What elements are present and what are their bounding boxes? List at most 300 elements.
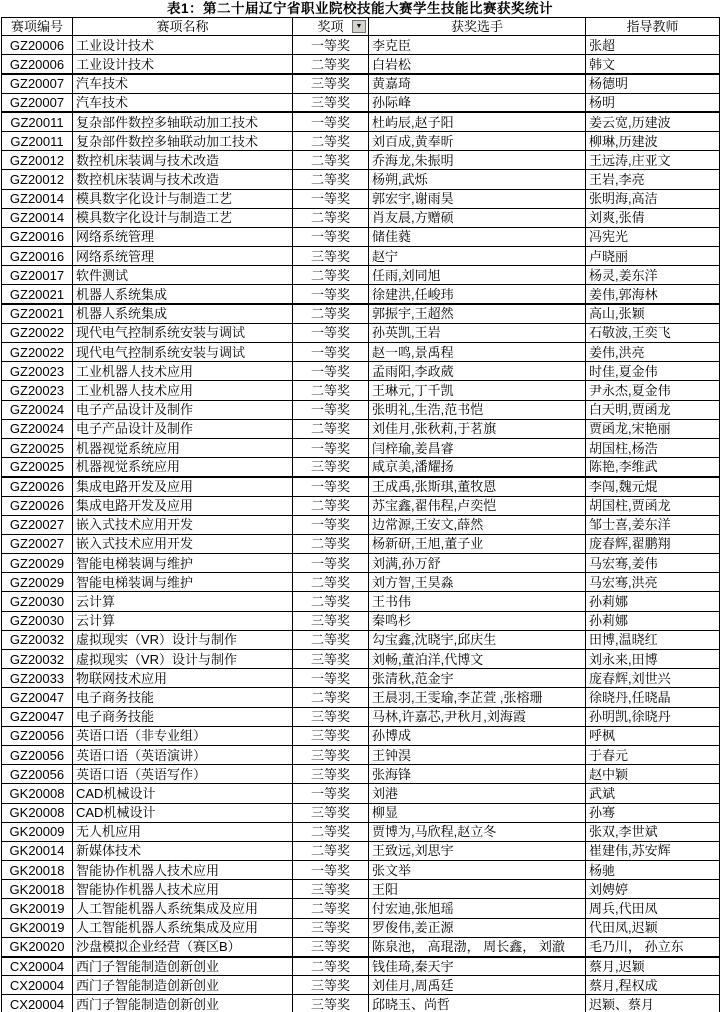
event-code-cell[interactable]: GZ20011 <box>2 131 73 150</box>
award-cell[interactable]: 二等奖 <box>293 304 369 323</box>
winners-cell[interactable]: 王书伟 <box>369 592 586 611</box>
award-cell[interactable]: 二等奖 <box>293 419 369 438</box>
award-cell[interactable]: 一等奖 <box>293 189 369 208</box>
winners-cell[interactable]: 黄嘉琦 <box>369 74 586 93</box>
table-row <box>2 803 720 822</box>
award-cell[interactable]: 三等奖 <box>293 74 369 93</box>
award-cell[interactable]: 一等奖 <box>293 669 369 688</box>
winners-cell[interactable]: 闫梓瑜,姜昌睿 <box>369 438 586 457</box>
teachers-cell[interactable]: 陈艳,李维武 <box>586 458 720 477</box>
col-header-teachers[interactable] <box>586 18 720 36</box>
event-name-cell[interactable]: 英语口语（英语写作） <box>73 765 293 784</box>
table-row <box>2 822 720 841</box>
teachers-cell[interactable]: 刘爽,张倩 <box>586 208 720 227</box>
event-code-cell[interactable]: GK20019 <box>2 918 73 937</box>
event-code-cell[interactable]: GZ20027 <box>2 534 73 553</box>
award-cell[interactable]: 一等奖 <box>293 861 369 880</box>
award-cell[interactable]: 一等奖 <box>293 285 369 304</box>
event-code-cell[interactable]: CX20004 <box>2 995 73 1012</box>
winners-cell[interactable]: 咸京美,潘耀扬 <box>369 458 586 477</box>
teachers-cell[interactable]: 冯宪光 <box>586 227 720 246</box>
award-cell[interactable]: 三等奖 <box>293 650 369 669</box>
winners-cell[interactable]: 杨新研,王旭,董子业 <box>369 534 586 553</box>
award-cell[interactable]: 三等奖 <box>293 458 369 477</box>
event-name-cell[interactable]: CAD机械设计 <box>73 784 293 803</box>
col-header-event-code[interactable] <box>2 18 73 36</box>
col-header-event-name-label: 赛项名称 <box>156 19 209 34</box>
event-name-cell[interactable]: 人工智能机器人系统集成及应用 <box>73 899 293 918</box>
table-row <box>2 304 720 323</box>
table-row <box>2 131 720 150</box>
event-code-cell[interactable]: GZ20029 <box>2 573 73 592</box>
event-name-cell[interactable]: 无人机应用 <box>73 822 293 841</box>
event-name-cell[interactable]: 集成电路开发及应用 <box>73 496 293 515</box>
winners-cell[interactable]: 马林,许嘉芯,尹秋月,刘海霞 <box>369 707 586 726</box>
event-name-cell[interactable]: 新媒体技术 <box>73 841 293 860</box>
teachers-cell[interactable]: 杨德明 <box>586 74 720 93</box>
teachers-cell[interactable]: 姜伟,郭海林 <box>586 285 720 304</box>
winners-cell[interactable]: 王成禹,张斯琪,董牧恩 <box>369 477 586 496</box>
teachers-cell[interactable]: 崔建伟,苏安辉 <box>586 841 720 860</box>
event-name-cell[interactable]: 物联网技术应用 <box>73 669 293 688</box>
event-name-cell[interactable]: 集成电路开发及应用 <box>73 477 293 496</box>
winners-cell[interactable]: 王钟淏 <box>369 745 586 764</box>
event-name-cell[interactable]: 工业机器人技术应用 <box>73 381 293 400</box>
teachers-cell[interactable]: 徐晓丹,任晓晶 <box>586 688 720 707</box>
event-name-cell[interactable]: 复杂部件数控多轴联动加工技术 <box>73 112 293 131</box>
event-code-cell[interactable]: GZ20012 <box>2 170 73 189</box>
event-code-cell[interactable]: GK20009 <box>2 822 73 841</box>
event-code-cell[interactable]: GZ20022 <box>2 343 73 362</box>
event-name-cell[interactable]: 网络系统管理 <box>73 227 293 246</box>
teachers-cell[interactable]: 胡国柱,贾函龙 <box>586 496 720 515</box>
teachers-cell[interactable]: 柳琳,历建波 <box>586 131 720 150</box>
event-code-cell[interactable]: GZ20033 <box>2 669 73 688</box>
award-cell[interactable]: 二等奖 <box>293 957 369 976</box>
winners-cell[interactable]: 钱佳琦,秦天宇 <box>369 957 586 976</box>
winners-cell[interactable]: 王致远,刘思宇 <box>369 841 586 860</box>
award-cell[interactable]: 三等奖 <box>293 765 369 784</box>
award-cell[interactable]: 一等奖 <box>293 323 369 342</box>
award-cell[interactable]: 二等奖 <box>293 899 369 918</box>
award-cell[interactable]: 三等奖 <box>293 707 369 726</box>
event-name-cell[interactable]: 智能协作机器人技术应用 <box>73 880 293 899</box>
event-code-cell[interactable]: GZ20023 <box>2 362 73 381</box>
event-code-cell[interactable]: GZ20023 <box>2 381 73 400</box>
event-name-cell[interactable]: 虚拟现实（VR）设计与制作 <box>73 630 293 649</box>
winners-cell[interactable]: 刘方智,王昊淼 <box>369 573 586 592</box>
award-cell[interactable]: 一等奖 <box>293 112 369 131</box>
table-row <box>2 880 720 899</box>
teachers-cell[interactable]: 周兵,代田凤 <box>586 899 720 918</box>
table-row <box>2 861 720 880</box>
winners-cell[interactable]: 刘佳月,周禹廷 <box>369 976 586 995</box>
winners-cell[interactable]: 刘满,孙万舒 <box>369 554 586 573</box>
award-cell[interactable]: 三等奖 <box>293 745 369 764</box>
teachers-cell[interactable]: 杨明 <box>586 93 720 112</box>
table-row <box>2 995 720 1012</box>
teachers-cell[interactable]: 蔡月,迟颖 <box>586 957 720 976</box>
winners-cell[interactable]: 张明礼,生浩,范书恺 <box>369 400 586 419</box>
award-cell[interactable]: 一等奖 <box>293 227 369 246</box>
award-cell[interactable]: 二等奖 <box>293 573 369 592</box>
teachers-cell[interactable]: 张明海,高洁 <box>586 189 720 208</box>
award-cell[interactable]: 二等奖 <box>293 534 369 553</box>
table-row <box>2 554 720 573</box>
table-row <box>2 573 720 592</box>
teachers-cell[interactable]: 田博,温晓红 <box>586 630 720 649</box>
event-code-cell[interactable]: GK20018 <box>2 861 73 880</box>
winners-cell[interactable]: 陈泉池， 高琨渤， 周长鑫， 刘澈 <box>369 937 586 956</box>
table-row <box>2 669 720 688</box>
event-code-cell[interactable]: GZ20030 <box>2 611 73 630</box>
table-row <box>2 74 720 93</box>
event-name-cell[interactable]: 软件测试 <box>73 266 293 285</box>
event-name-cell[interactable]: 汽车技术 <box>73 74 293 93</box>
winners-cell[interactable]: 王晨羽,王雯瑜,李芷萱 ,张榕珊 <box>369 688 586 707</box>
award-cell[interactable]: 三等奖 <box>293 247 369 266</box>
event-name-cell[interactable]: 工业机器人技术应用 <box>73 362 293 381</box>
award-cell[interactable]: 二等奖 <box>293 630 369 649</box>
event-name-cell[interactable]: 机器视觉系统应用 <box>73 458 293 477</box>
teachers-cell[interactable]: 邹士喜,姜东洋 <box>586 515 720 534</box>
event-code-cell[interactable]: GZ20021 <box>2 285 73 304</box>
teachers-cell[interactable]: 迟颖、蔡月 <box>586 995 720 1012</box>
winners-cell[interactable]: 孙博成 <box>369 726 586 745</box>
award-cell[interactable]: 三等奖 <box>293 918 369 937</box>
winners-cell[interactable]: 郭振宇,王超然 <box>369 304 586 323</box>
event-name-cell[interactable]: 电子产品设计及制作 <box>73 400 293 419</box>
event-code-cell[interactable]: GK20019 <box>2 899 73 918</box>
event-name-cell[interactable]: 数控机床装调与技术改造 <box>73 151 293 170</box>
teachers-cell[interactable]: 毛乃川， 孙立东 <box>586 937 720 956</box>
col-header-winners-label: 获奖选手 <box>450 19 503 34</box>
event-name-cell[interactable]: 西门子智能制造创新创业 <box>73 995 293 1012</box>
event-name-cell[interactable]: 工业设计技术 <box>73 36 293 55</box>
teachers-cell[interactable]: 孙明凯,徐晓丹 <box>586 707 720 726</box>
award-cell[interactable]: 二等奖 <box>293 151 369 170</box>
event-name-cell[interactable]: 电子产品设计及制作 <box>73 419 293 438</box>
event-code-cell[interactable]: GZ20022 <box>2 323 73 342</box>
event-name-cell[interactable]: 机器人系统集成 <box>73 304 293 323</box>
teachers-cell[interactable]: 李闯,魏元焜 <box>586 477 720 496</box>
event-code-cell[interactable]: GZ20032 <box>2 630 73 649</box>
award-cell[interactable]: 一等奖 <box>293 515 369 534</box>
award-cell[interactable]: 一等奖 <box>293 784 369 803</box>
award-cell[interactable]: 三等奖 <box>293 937 369 956</box>
event-code-cell[interactable]: CX20004 <box>2 976 73 995</box>
event-code-cell[interactable]: GZ20030 <box>2 592 73 611</box>
event-code-cell[interactable]: GK20014 <box>2 841 73 860</box>
event-code-cell[interactable]: GZ20056 <box>2 745 73 764</box>
winners-cell[interactable]: 赵一鸣,景禹程 <box>369 343 586 362</box>
event-name-cell[interactable]: 嵌入式技术应用开发 <box>73 534 293 553</box>
event-code-cell[interactable]: GK20018 <box>2 880 73 899</box>
teachers-cell[interactable]: 王岩,李亮 <box>586 170 720 189</box>
event-name-cell[interactable]: 数控机床装调与技术改造 <box>73 170 293 189</box>
winners-cell[interactable]: 乔海龙,朱振明 <box>369 151 586 170</box>
winners-cell[interactable]: 孟雨阳,李政葳 <box>369 362 586 381</box>
winners-cell[interactable]: 边常源,王安文,薛然 <box>369 515 586 534</box>
event-name-cell[interactable]: 英语口语（英语演讲） <box>73 745 293 764</box>
event-name-cell[interactable]: 英语口语（非专业组） <box>73 726 293 745</box>
table-row <box>2 381 720 400</box>
table-row <box>2 208 720 227</box>
chevron-down-icon: ▼ <box>355 23 363 30</box>
teachers-cell[interactable]: 杨灵,姜东洋 <box>586 266 720 285</box>
teachers-cell[interactable]: 姜伟,洪亮 <box>586 343 720 362</box>
col-header-award[interactable] <box>293 18 369 36</box>
teachers-cell[interactable]: 白天明,贾函龙 <box>586 400 720 419</box>
event-name-cell[interactable]: 现代电气控制系统安装与调试 <box>73 343 293 362</box>
winners-cell[interactable]: 孙际峰 <box>369 93 586 112</box>
award-cell[interactable]: 一等奖 <box>293 438 369 457</box>
teachers-cell[interactable]: 石敬波,王奕飞 <box>586 323 720 342</box>
winners-cell[interactable]: 徐建洪,任峻玮 <box>369 285 586 304</box>
event-code-cell[interactable]: GZ20024 <box>2 419 73 438</box>
teachers-cell[interactable]: 高山,张颖 <box>586 304 720 323</box>
winners-cell[interactable]: 杨朔,武烁 <box>369 170 586 189</box>
winners-cell[interactable]: 邱晓玉、尚哲 <box>369 995 586 1012</box>
award-cell[interactable]: 一等奖 <box>293 362 369 381</box>
event-name-cell[interactable]: 模具数字化设计与制造工艺 <box>73 208 293 227</box>
award-cell[interactable]: 二等奖 <box>293 592 369 611</box>
award-cell[interactable]: 一等奖 <box>293 477 369 496</box>
award-cell[interactable]: 三等奖 <box>293 880 369 899</box>
event-name-cell[interactable]: 复杂部件数控多轴联动加工技术 <box>73 131 293 150</box>
award-cell[interactable]: 三等奖 <box>293 93 369 112</box>
teachers-cell[interactable]: 杨驰 <box>586 861 720 880</box>
winners-cell[interactable]: 秦鸣杉 <box>369 611 586 630</box>
event-code-cell[interactable]: GK20008 <box>2 784 73 803</box>
award-cell[interactable]: 二等奖 <box>293 381 369 400</box>
table-row <box>2 266 720 285</box>
award-cell[interactable]: 二等奖 <box>293 55 369 74</box>
event-code-cell[interactable]: GK20008 <box>2 803 73 822</box>
winners-cell[interactable]: 孙英凯,王岩 <box>369 323 586 342</box>
event-code-cell[interactable]: GZ20012 <box>2 151 73 170</box>
event-name-cell[interactable]: 智能协作机器人技术应用 <box>73 861 293 880</box>
event-code-cell[interactable]: GZ20029 <box>2 554 73 573</box>
table-row <box>2 726 720 745</box>
teachers-cell[interactable]: 尹永杰,夏金伟 <box>586 381 720 400</box>
winners-cell[interactable]: 郭宏宇,谢雨昊 <box>369 189 586 208</box>
winners-cell[interactable]: 刘佳月,张秋莉,于茗旗 <box>369 419 586 438</box>
teachers-cell[interactable]: 蔡月,程权成 <box>586 976 720 995</box>
award-cell[interactable]: 三等奖 <box>293 611 369 630</box>
award-cell[interactable]: 二等奖 <box>293 266 369 285</box>
event-code-cell[interactable]: GZ20014 <box>2 189 73 208</box>
event-code-cell[interactable]: GZ20016 <box>2 247 73 266</box>
event-name-cell[interactable]: 机器视觉系统应用 <box>73 438 293 457</box>
col-header-event-name[interactable] <box>73 18 293 36</box>
event-code-cell[interactable]: GZ20021 <box>2 304 73 323</box>
award-cell[interactable]: 一等奖 <box>293 36 369 55</box>
winners-cell[interactable]: 李克臣 <box>369 36 586 55</box>
event-name-cell[interactable]: 网络系统管理 <box>73 247 293 266</box>
table-row <box>2 189 720 208</box>
event-code-cell[interactable]: GZ20006 <box>2 55 73 74</box>
event-code-cell[interactable]: GZ20017 <box>2 266 73 285</box>
award-cell[interactable]: 三等奖 <box>293 726 369 745</box>
winners-cell[interactable]: 赵宁 <box>369 247 586 266</box>
teachers-cell[interactable]: 孙骞 <box>586 803 720 822</box>
event-code-cell[interactable]: GZ20032 <box>2 650 73 669</box>
table-row <box>2 841 720 860</box>
teachers-cell[interactable]: 庞春辉,翟鹏翔 <box>586 534 720 553</box>
teachers-cell[interactable]: 武斌 <box>586 784 720 803</box>
winners-cell[interactable]: 肖友晨,方赠硕 <box>369 208 586 227</box>
event-code-cell[interactable]: GZ20024 <box>2 400 73 419</box>
awards-table-body <box>2 36 720 1012</box>
teachers-cell[interactable]: 庞春辉,刘世兴 <box>586 669 720 688</box>
event-code-cell[interactable]: GZ20027 <box>2 515 73 534</box>
winners-cell[interactable]: 张文举 <box>369 861 586 880</box>
event-name-cell[interactable]: 西门子智能制造创新创业 <box>73 957 293 976</box>
header-row <box>2 18 720 36</box>
event-code-cell[interactable]: GZ20007 <box>2 74 73 93</box>
table-row <box>2 362 720 381</box>
teachers-cell[interactable]: 姜云宽,历建波 <box>586 112 720 131</box>
teachers-cell[interactable]: 呼枫 <box>586 726 720 745</box>
table-row <box>2 976 720 995</box>
event-name-cell[interactable]: 电子商务技能 <box>73 707 293 726</box>
table-row <box>2 227 720 246</box>
award-cell[interactable]: 二等奖 <box>293 131 369 150</box>
winners-cell[interactable]: 刘港 <box>369 784 586 803</box>
event-code-cell[interactable]: GZ20006 <box>2 36 73 55</box>
event-name-cell[interactable]: 沙盘模拟企业经营（赛区B） <box>73 937 293 956</box>
col-header-teachers-label: 指导教师 <box>626 19 679 34</box>
teachers-cell[interactable]: 于春元 <box>586 745 720 764</box>
award-cell[interactable]: 二等奖 <box>293 208 369 227</box>
winners-cell[interactable]: 刘畅,董泊洋,代博文 <box>369 650 586 669</box>
teachers-cell[interactable]: 贾函龙,宋艳丽 <box>586 419 720 438</box>
table-row <box>2 400 720 419</box>
event-name-cell[interactable]: 智能电梯装调与维护 <box>73 573 293 592</box>
event-name-cell[interactable]: 工业设计技术 <box>73 55 293 74</box>
table-row <box>2 112 720 131</box>
table-row <box>2 458 720 477</box>
teachers-cell[interactable]: 张超 <box>586 36 720 55</box>
table-row <box>2 918 720 937</box>
teachers-cell[interactable]: 马宏骞,洪亮 <box>586 573 720 592</box>
winners-cell[interactable]: 柳显 <box>369 803 586 822</box>
winners-cell[interactable]: 王阳 <box>369 880 586 899</box>
teachers-cell[interactable]: 刘娉婷 <box>586 880 720 899</box>
teachers-cell[interactable]: 马宏骞,姜伟 <box>586 554 720 573</box>
event-code-cell[interactable]: GZ20014 <box>2 208 73 227</box>
teachers-cell[interactable]: 韩文 <box>586 55 720 74</box>
teachers-cell[interactable]: 刘永来,田博 <box>586 650 720 669</box>
award-cell[interactable]: 一等奖 <box>293 554 369 573</box>
event-name-cell[interactable]: 汽车技术 <box>73 93 293 112</box>
award-cell[interactable]: 一等奖 <box>293 343 369 362</box>
winners-cell[interactable]: 贾博为,马欣程,赵立冬 <box>369 822 586 841</box>
winners-cell[interactable]: 任雨,刘同旭 <box>369 266 586 285</box>
event-code-cell[interactable]: CX20004 <box>2 957 73 976</box>
event-name-cell[interactable]: 模具数字化设计与制造工艺 <box>73 189 293 208</box>
event-code-cell[interactable]: GZ20007 <box>2 93 73 112</box>
table-row <box>2 611 720 630</box>
event-name-cell[interactable]: 西门子智能制造创新创业 <box>73 976 293 995</box>
winners-cell[interactable]: 张海锋 <box>369 765 586 784</box>
event-name-cell[interactable]: 云计算 <box>73 592 293 611</box>
winners-cell[interactable]: 苏宝鑫,翟伟程,卢奕恺 <box>369 496 586 515</box>
event-name-cell[interactable]: 机器人系统集成 <box>73 285 293 304</box>
col-header-winners[interactable] <box>369 18 586 36</box>
event-code-cell[interactable]: GZ20026 <box>2 477 73 496</box>
winners-cell[interactable]: 张清秋,范金宇 <box>369 669 586 688</box>
winners-cell[interactable]: 勾宝鑫,沈晓宇,邱庆生 <box>369 630 586 649</box>
winners-cell[interactable]: 白岩松 <box>369 55 586 74</box>
event-code-cell[interactable]: GZ20025 <box>2 438 73 457</box>
event-code-cell[interactable]: GZ20056 <box>2 726 73 745</box>
award-filter-dropdown[interactable] <box>352 20 366 33</box>
award-cell[interactable]: 三等奖 <box>293 995 369 1012</box>
table-row <box>2 534 720 553</box>
award-cell[interactable]: 一等奖 <box>293 400 369 419</box>
teachers-cell[interactable]: 赵中颖 <box>586 765 720 784</box>
award-cell[interactable]: 三等奖 <box>293 976 369 995</box>
winners-cell[interactable]: 储佳蕤 <box>369 227 586 246</box>
table-row <box>2 630 720 649</box>
table-row <box>2 170 720 189</box>
event-name-cell[interactable]: 云计算 <box>73 611 293 630</box>
winners-cell[interactable]: 王琳元,丁千凯 <box>369 381 586 400</box>
teachers-cell[interactable]: 时佳,夏金伟 <box>586 362 720 381</box>
teachers-cell[interactable]: 孙莉娜 <box>586 611 720 630</box>
teachers-cell[interactable]: 王远涛,庄亚文 <box>586 151 720 170</box>
award-cell[interactable]: 二等奖 <box>293 170 369 189</box>
event-name-cell[interactable]: 虚拟现实（VR）设计与制作 <box>73 650 293 669</box>
event-name-cell[interactable]: 人工智能机器人系统集成及应用 <box>73 918 293 937</box>
winners-cell[interactable]: 刘百成,黄奉昕 <box>369 131 586 150</box>
winners-cell[interactable]: 杜屿辰,赵子阳 <box>369 112 586 131</box>
teachers-cell[interactable]: 胡国柱,杨浩 <box>586 438 720 457</box>
teachers-cell[interactable]: 代田凤,迟颖 <box>586 918 720 937</box>
table-row <box>2 477 720 496</box>
event-code-cell[interactable]: GZ20011 <box>2 112 73 131</box>
event-name-cell[interactable]: 嵌入式技术应用开发 <box>73 515 293 534</box>
event-code-cell[interactable]: GZ20047 <box>2 688 73 707</box>
winners-cell[interactable]: 付宏迪,张旭瑶 <box>369 899 586 918</box>
event-code-cell[interactable]: GZ20026 <box>2 496 73 515</box>
event-code-cell[interactable]: GK20020 <box>2 937 73 956</box>
award-cell[interactable]: 二等奖 <box>293 688 369 707</box>
teachers-cell[interactable]: 卢晓丽 <box>586 247 720 266</box>
teachers-cell[interactable]: 孙莉娜 <box>586 592 720 611</box>
award-cell[interactable]: 三等奖 <box>293 803 369 822</box>
table-row <box>2 688 720 707</box>
table-row <box>2 419 720 438</box>
award-cell[interactable]: 二等奖 <box>293 841 369 860</box>
event-name-cell[interactable]: 现代电气控制系统安装与调试 <box>73 323 293 342</box>
event-code-cell[interactable]: GZ20056 <box>2 765 73 784</box>
event-name-cell[interactable]: CAD机械设计 <box>73 803 293 822</box>
event-code-cell[interactable]: GZ20047 <box>2 707 73 726</box>
event-name-cell[interactable]: 电子商务技能 <box>73 688 293 707</box>
table-row <box>2 343 720 362</box>
event-code-cell[interactable]: GZ20025 <box>2 458 73 477</box>
award-cell[interactable]: 二等奖 <box>293 496 369 515</box>
event-name-cell[interactable]: 智能电梯装调与维护 <box>73 554 293 573</box>
table-row <box>2 151 720 170</box>
award-cell[interactable]: 二等奖 <box>293 822 369 841</box>
teachers-cell[interactable]: 张双,李世斌 <box>586 822 720 841</box>
winners-cell[interactable]: 罗俊伟,姜正源 <box>369 918 586 937</box>
event-code-cell[interactable]: GZ20016 <box>2 227 73 246</box>
